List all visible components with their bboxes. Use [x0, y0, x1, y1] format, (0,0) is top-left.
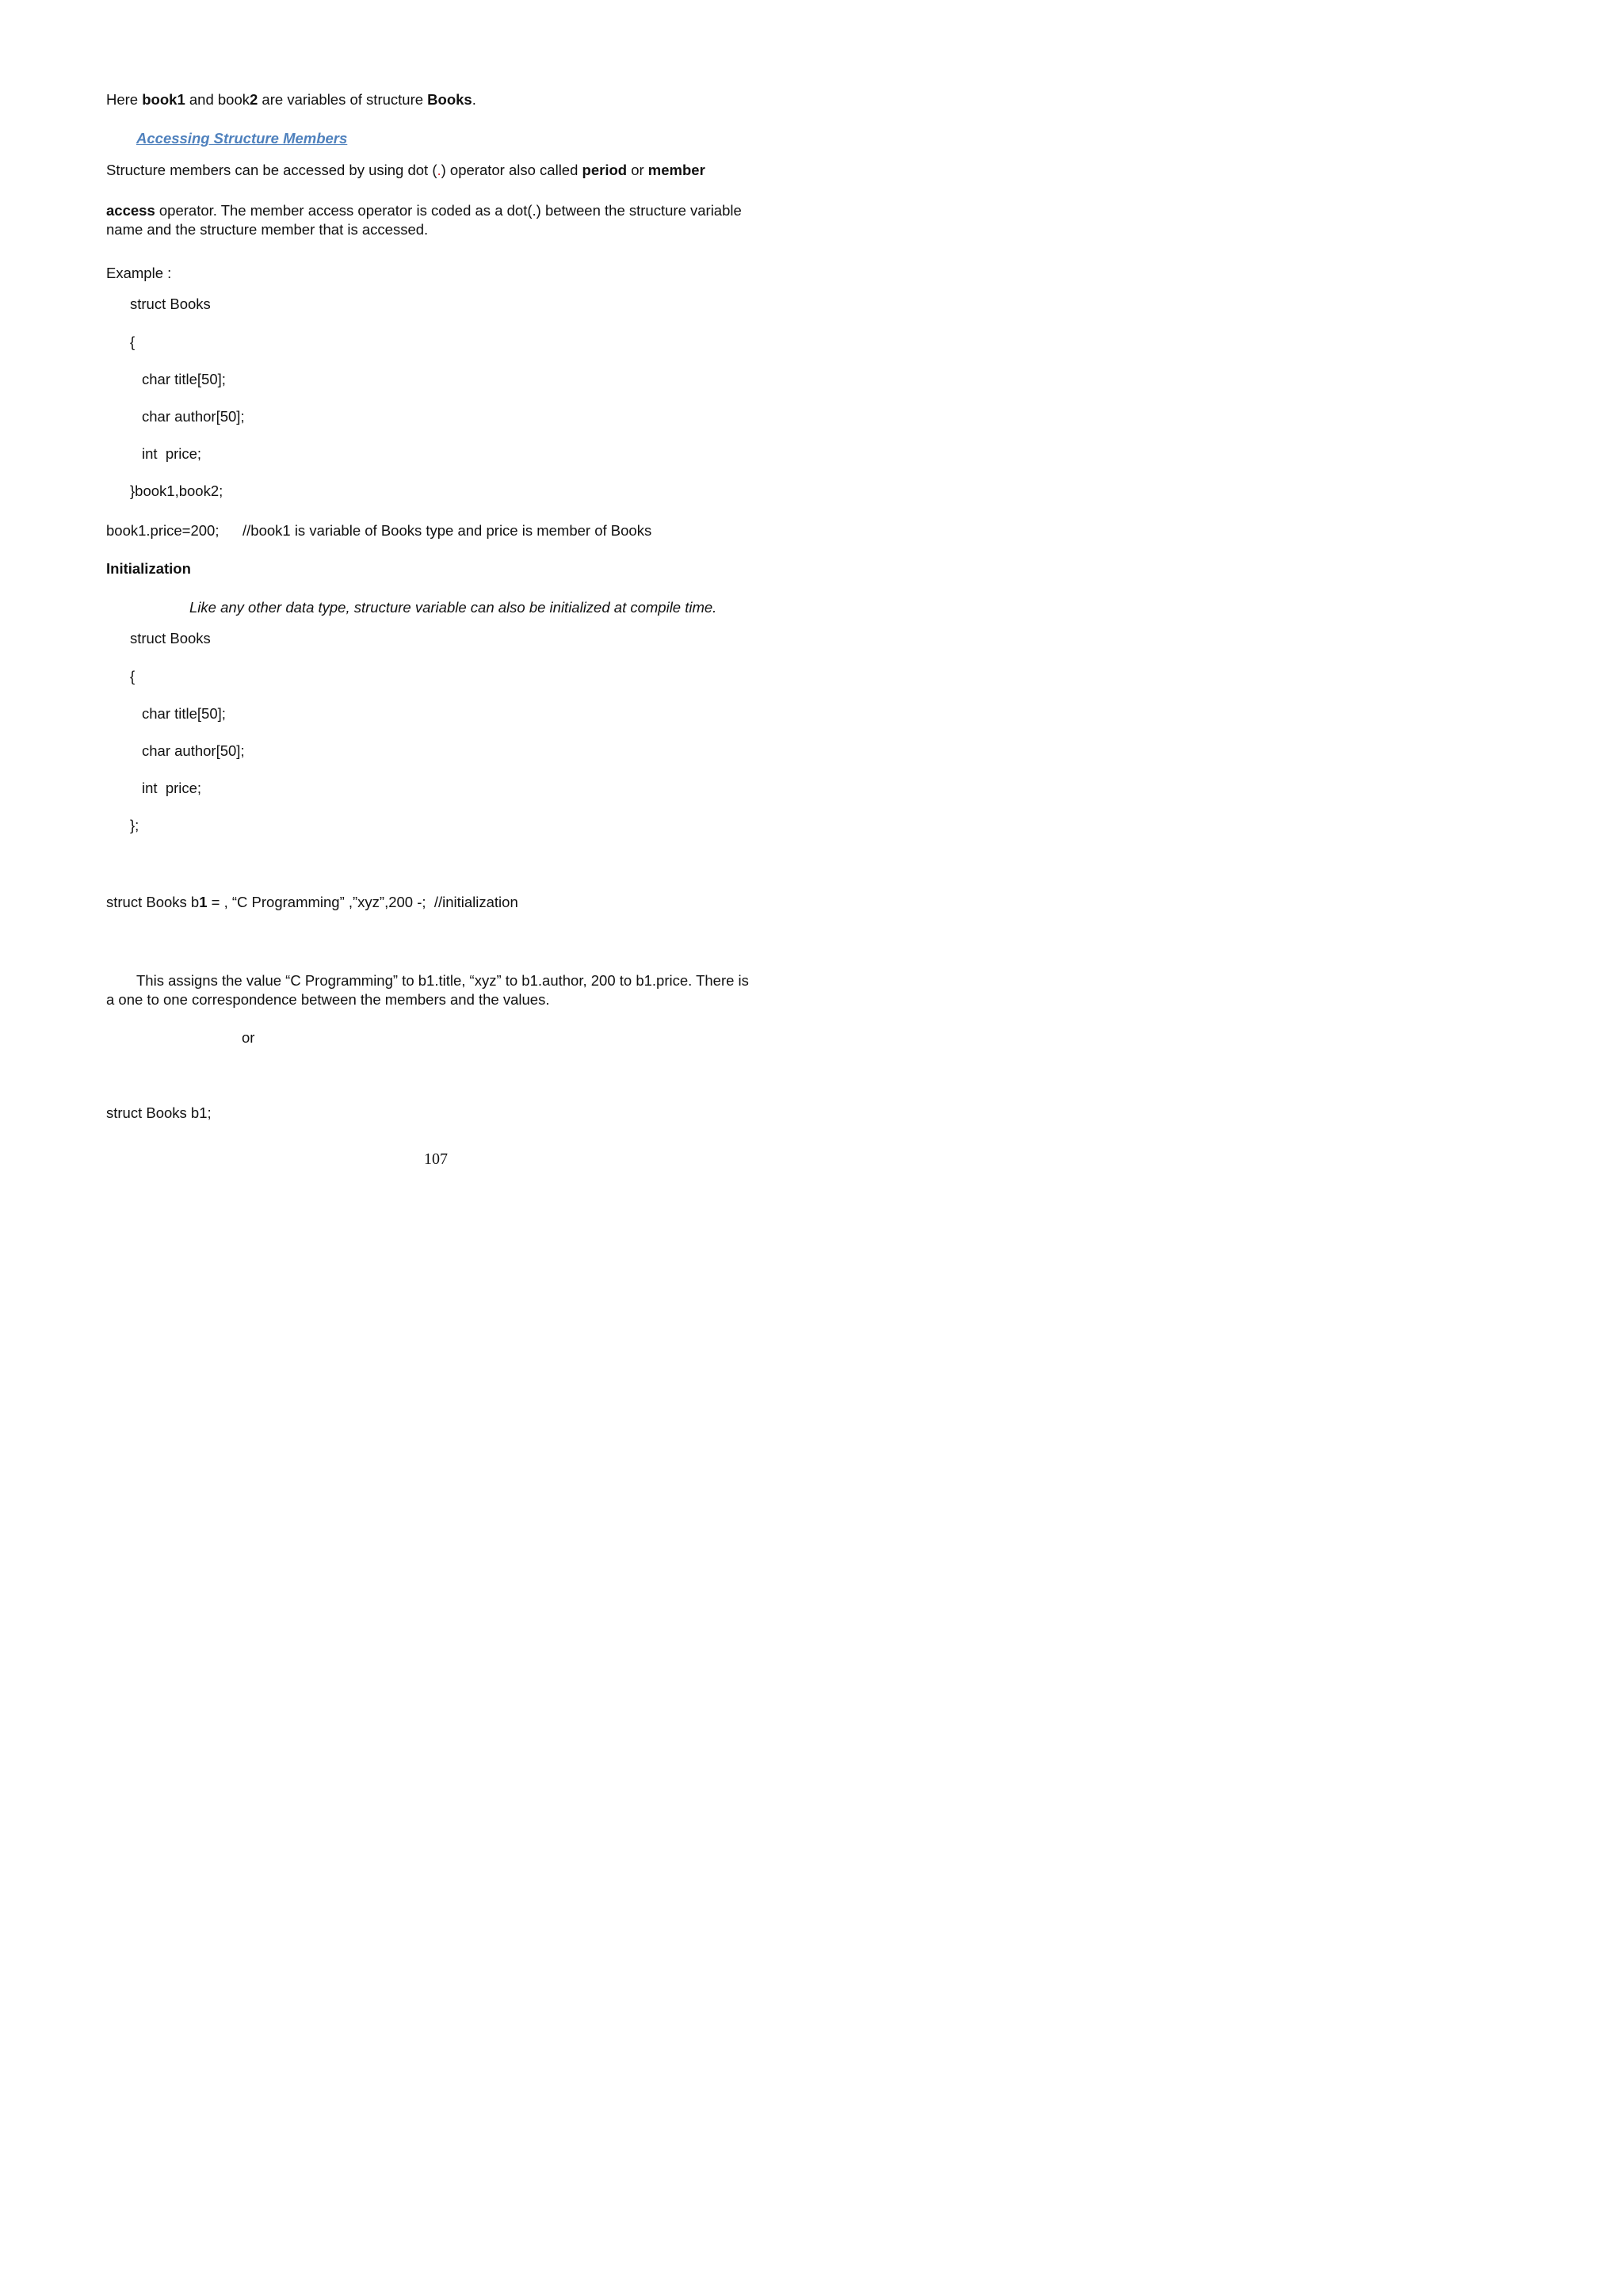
explanation-line2: a one to one correspondence between the members and the values.	[106, 991, 550, 1008]
text: = , “C Programming” ,”xyz”,200 -; //initialization	[207, 894, 518, 910]
code-line: char author[50];	[142, 408, 245, 425]
code-line: struct Books	[130, 630, 211, 646]
section-heading-initialization	[106, 559, 191, 578]
access-paragraph-line2	[106, 201, 742, 220]
code-line: }book1,book2;	[130, 482, 223, 499]
code-line: int price;	[142, 445, 202, 462]
text: or	[627, 162, 648, 178]
text: ) operator also called	[441, 162, 582, 178]
code-line: char title[50];	[142, 705, 226, 722]
text: struct Books b	[106, 894, 200, 910]
text: and book	[185, 91, 250, 108]
bold-text: access	[106, 202, 155, 219]
bold-text: book1	[142, 91, 185, 108]
assign-statement: book1.price=200;	[106, 522, 220, 539]
text: are variables of structure	[258, 91, 428, 108]
initialization-note: Like any other data type, structure variable can also be initialized at compile time.	[189, 599, 717, 616]
declaration-statement: struct Books b1;	[106, 1104, 212, 1121]
text: .	[472, 91, 476, 108]
code-line: struct Books	[130, 296, 211, 312]
text: Structure members can be accessed by using dot (	[106, 162, 437, 178]
text: Here	[106, 91, 143, 108]
example-label: Example :	[106, 265, 172, 281]
code-line: };	[130, 817, 139, 833]
code-line: {	[130, 334, 136, 350]
code-line: char author[50];	[142, 742, 245, 759]
code-line: {	[130, 668, 136, 685]
initialization-statement	[106, 893, 518, 912]
bold-text: Books	[427, 91, 472, 108]
code-line: char title[50];	[142, 371, 226, 387]
intro-paragraph	[106, 90, 476, 109]
bold-text: 1	[199, 894, 208, 910]
section-heading-accessing-members[interactable]: Accessing Structure Members	[136, 130, 348, 147]
text: operator. The member access operator is coded as a dot(.) between the structure variable	[155, 202, 742, 219]
dot-operator: .	[437, 162, 441, 178]
bold-text: member	[647, 162, 705, 178]
code-line: int price;	[142, 780, 202, 796]
bold-text: Initialization	[106, 560, 191, 577]
page-number: 107	[424, 1150, 448, 1168]
bold-text: period	[582, 162, 628, 178]
bold-text: 2	[250, 91, 258, 108]
access-paragraph-line1	[106, 161, 705, 180]
assign-comment: //book1 is variable of Books type and price is member of Books	[242, 522, 652, 539]
or-separator: or	[242, 1029, 255, 1046]
access-paragraph-line3: name and the structure member that is accessed.	[106, 221, 429, 238]
explanation-line1: This assigns the value “C Programming” to b1.title, “xyz” to b1.author, 200 to b1.price. There is	[136, 972, 749, 989]
